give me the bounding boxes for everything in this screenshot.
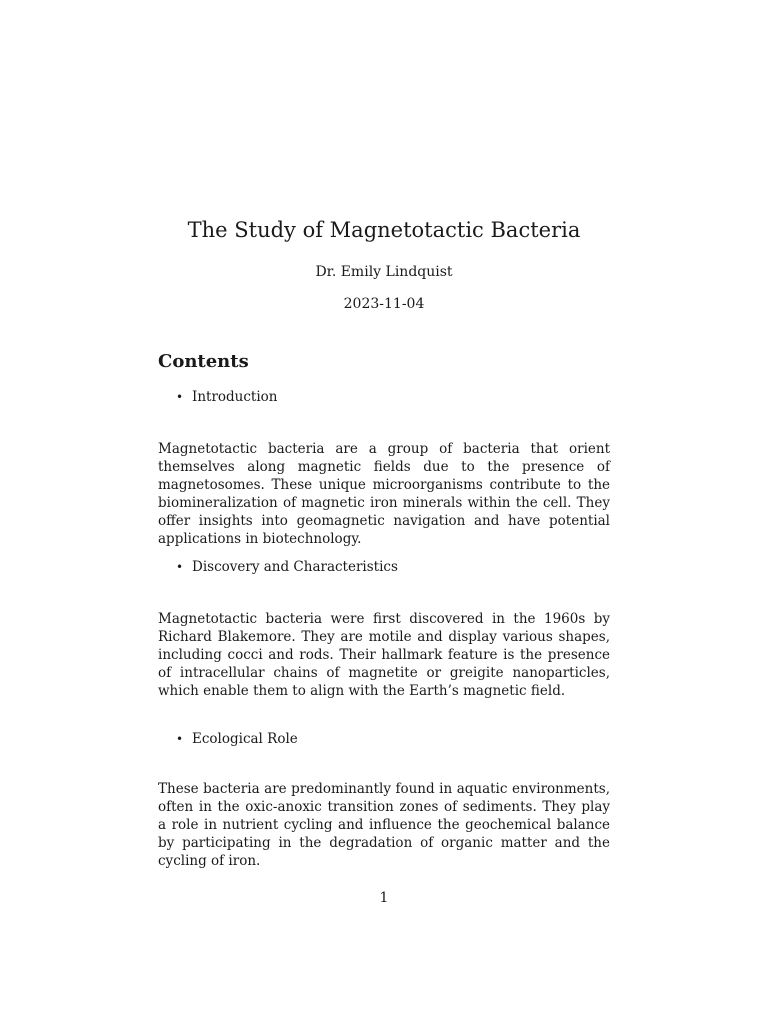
contents-item-introduction <box>176 388 278 406</box>
contents-item-discovery <box>176 558 398 576</box>
bullet-icon: • <box>176 560 184 574</box>
contents-item-label: Introduction <box>192 389 278 405</box>
contents-item-label: Discovery and Characteristics <box>192 559 398 575</box>
bullet-icon: • <box>176 390 184 404</box>
contents-item-ecological-role <box>176 730 298 748</box>
document-author: Dr. Emily Lindquist <box>315 264 453 280</box>
contents-heading: Contents <box>158 351 249 372</box>
page-number: 1 <box>379 890 389 906</box>
section-paragraph-introduction: Magnetotactic bacteria are a group of bacteria that orient themselves along magnetic fields due to the presence of magnetosomes. These unique microorganisms contribute to the biomineralization of magnetic iron minerals within the cell. They offer insights into geomagnetic navigation and have potential applications in biotechnology. <box>158 441 610 547</box>
document-date: 2023-11-04 <box>343 296 425 312</box>
bullet-icon: • <box>176 732 184 746</box>
section-paragraph-ecological-role: These bacteria are predominantly found in aquatic environments, often in the oxic-anoxic transition zones of sediments. They play a role in nutrient cycling and influence the geochemical balance by participating in the degradation of organic matter and the cycling of iron. <box>158 781 610 869</box>
contents-item-label: Ecological Role <box>192 731 298 747</box>
document-title: The Study of Magnetotactic Bacteria <box>187 218 581 242</box>
section-paragraph-discovery: Magnetotactic bacteria were first discovered in the 1960s by Richard Blakemore. They are motile and display various shapes, including cocci and rods. Their hallmark feature is the presence of intracellular chains of magnetite or greigite nanoparticles, which enable them to align with the Earth’s magnetic field. <box>158 611 610 699</box>
